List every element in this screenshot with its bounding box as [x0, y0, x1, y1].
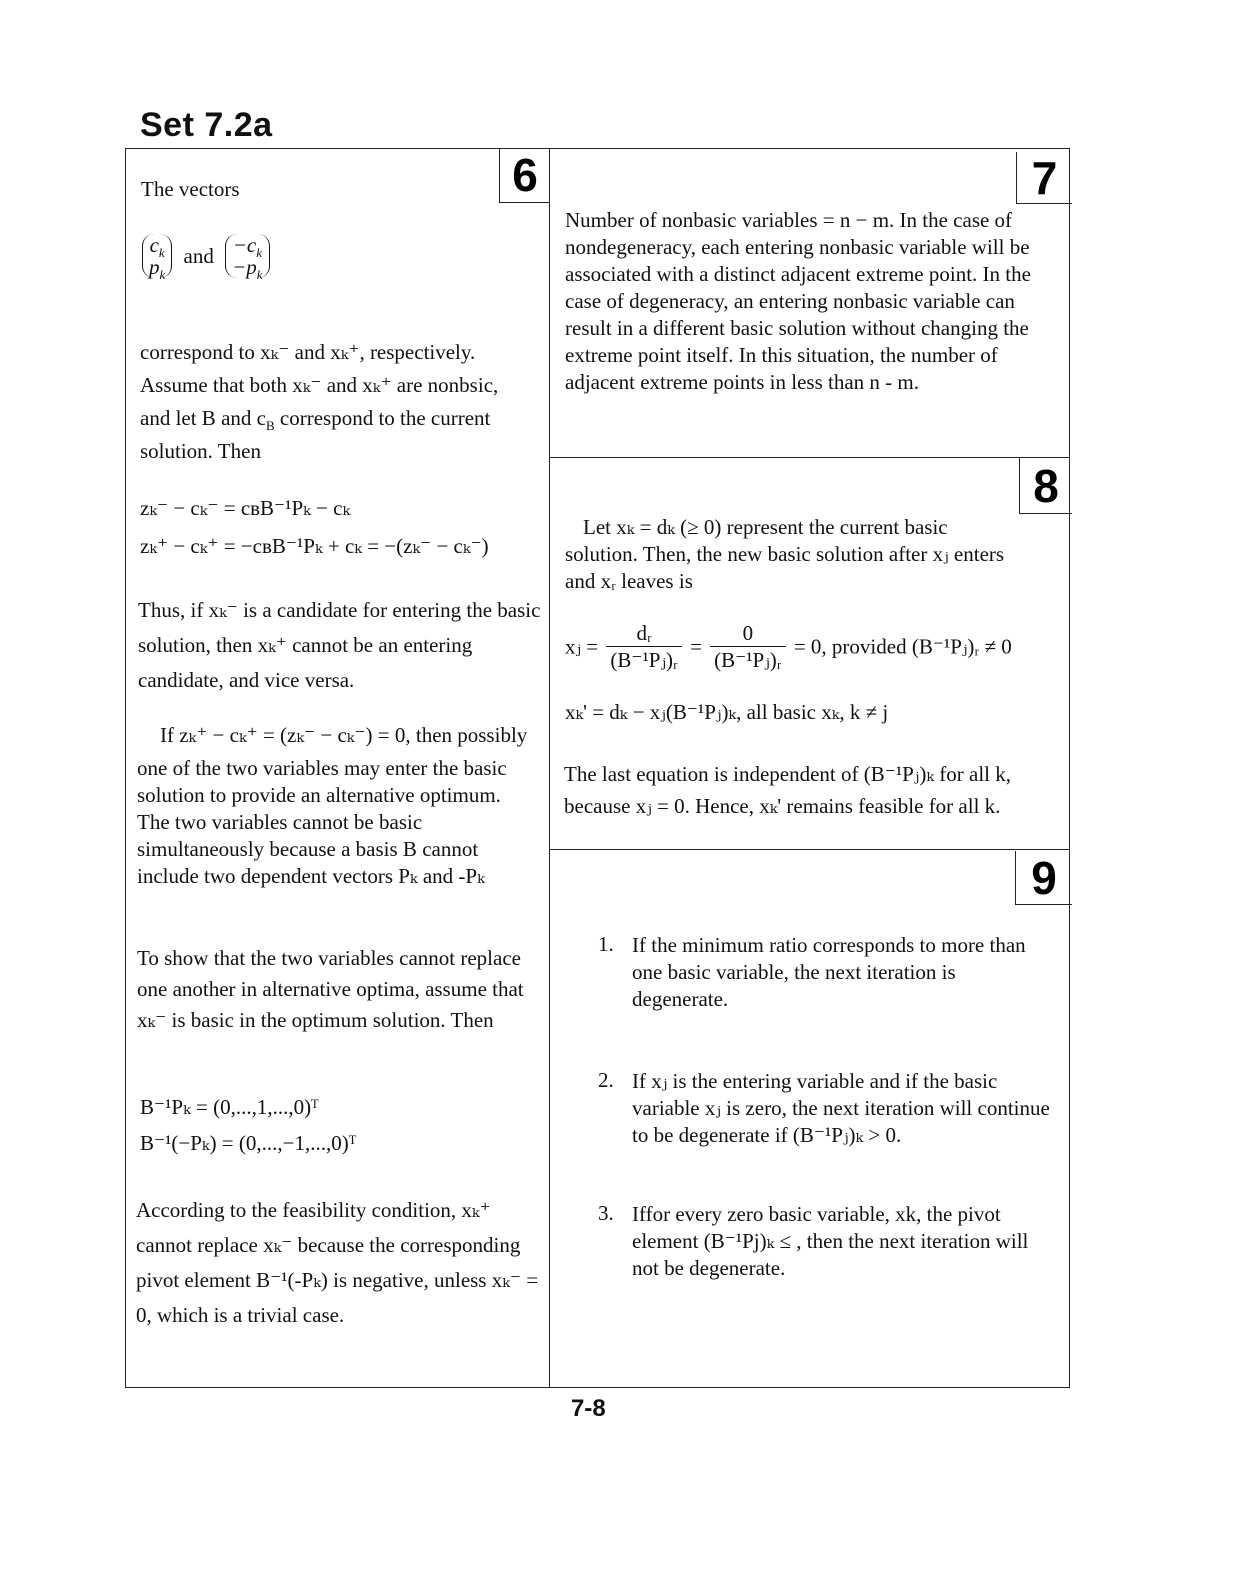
- box-8-intro: Let xₖ = dₖ (≥ 0) represent the current basic solution. Then, the new basic solution after xⱼ enters and xᵣ leaves is: [565, 515, 1005, 593]
- list-item-1-text: If the minimum ratio corresponds to more than one basic variable, the next iteration is degenerate.: [632, 933, 1026, 1011]
- box-9-number: 9: [1015, 851, 1072, 905]
- box-6-paragraph-3: one of the two variables may enter the basic solution to provide an alternative optimum. The two variables cannot be basic simultaneously because a basis B cannot include two dependent vectors Pₖ and -Pₖ: [137, 756, 507, 888]
- page-number: 7-8: [571, 1395, 606, 1422]
- box-6-intro: The vectors: [141, 177, 240, 201]
- vector-ck-pk: $c_k$ $p_k$: [142, 234, 172, 278]
- list-item-3-text: Iffor every zero basic variable, xk, the pivot element (B⁻¹Pj)ₖ ≤ , then the next iteration will not be degenerate.: [632, 1202, 1029, 1280]
- box-6-equation-2: zₖ⁺ − cₖ⁺ = −cʙB⁻¹Pₖ + cₖ = −(zₖ⁻ − cₖ⁻): [140, 534, 489, 558]
- fraction-zero: $\frac{0}{\text{(B⁻¹Pⱼ)ᵣ}}$: [710, 620, 785, 673]
- list-item-2-number: 2.: [598, 1068, 614, 1092]
- box-6-vectors: $c_k$ $p_k$ and $-c_k$ $-p_k$: [142, 234, 270, 278]
- box-divider-7-8: [550, 457, 1070, 458]
- column-divider: [549, 148, 550, 1388]
- vector-neg-ck-pk: $-c_k$ $-p_k$: [225, 234, 269, 278]
- box-6-paragraph-2: Thus, if xₖ⁻ is a candidate for entering the basic solution, then xₖ⁺ cannot be an entering candidate, and vice versa.: [138, 598, 541, 692]
- list-item-3-number: 3.: [598, 1201, 614, 1225]
- box-7-text: Number of nonbasic variables = n − m. In the case of nondegeneracy, each entering nonbasic variable will be associated with a distinct adjacent extreme point. In the case of degeneracy, an entering nonbasic variable can result in a different basic solution without changing the extreme point itself. In this situation, the number of adjacent extreme points in less than n - m.: [565, 208, 1031, 394]
- box-6-paragraph-3-start: If zₖ⁺ − cₖ⁺ = (zₖ⁻ − cₖ⁻) = 0, then possibly: [160, 723, 528, 747]
- page-title: Set 7.2a: [140, 106, 273, 144]
- box-6-paragraph-1: correspond to xₖ⁻ and xₖ⁺, respectively. Assume that both xₖ⁻ and xₖ⁺ are nonbsic, and let B and $c_B$ correspond to the current solution. Then: [140, 340, 499, 463]
- box-6-equation-3: B⁻¹Pₖ = (0,...,1,...,0)ᵀ: [140, 1095, 319, 1119]
- box-7-number: 7: [1016, 152, 1072, 204]
- box-divider-8-9: [550, 849, 1070, 850]
- fraction-dr: $\frac{\text{dᵣ}}{\text{(B⁻¹Pⱼ)ᵣ}}$: [606, 620, 681, 673]
- box-6-paragraph-4: To show that the two variables cannot replace one another in alternative optima, assume that xₖ⁻ is basic in the optimum solution. Then: [137, 946, 524, 1032]
- box-6-paragraph-5: According to the feasibility condition, xₖ⁺ cannot replace xₖ⁻ because the corresponding pivot element B⁻¹(-Pₖ) is negative, unless xₖ⁻ = 0, which is a trivial case.: [136, 1198, 539, 1327]
- box-8-equation-2: xₖ' = dₖ − xⱼ(B⁻¹Pⱼ)ₖ, all basic xₖ, k ≠ j: [565, 700, 889, 724]
- list-item-1-number: 1.: [598, 932, 614, 956]
- box-8-equation-1: xⱼ = $\frac{\text{dᵣ}}{\text{(B⁻¹Pⱼ)ᵣ}}$ = $\frac{0}{\text{(B⁻¹Pⱼ)ᵣ}}$ = 0, provided (B⁻¹Pⱼ)ᵣ ≠ 0: [565, 621, 1012, 672]
- box-8-number: 8: [1019, 458, 1072, 514]
- box-6-equation-1: zₖ⁻ − cₖ⁻ = cʙB⁻¹Pₖ − cₖ: [140, 496, 351, 520]
- list-item-2-text: If xⱼ is the entering variable and if the basic variable xⱼ is zero, the next iteration will continue to be degenerate if (B⁻¹Pⱼ)ₖ > 0.: [632, 1069, 1050, 1147]
- box-6-equation-4: B⁻¹(−Pₖ) = (0,...,−1,...,0)ᵀ: [140, 1131, 357, 1155]
- box-8-outro: The last equation is independent of (B⁻¹Pⱼ)ₖ for all k, because xⱼ = 0. Hence, xₖ' remains feasible for all k.: [564, 762, 1011, 818]
- box-6-number: 6: [499, 148, 550, 203]
